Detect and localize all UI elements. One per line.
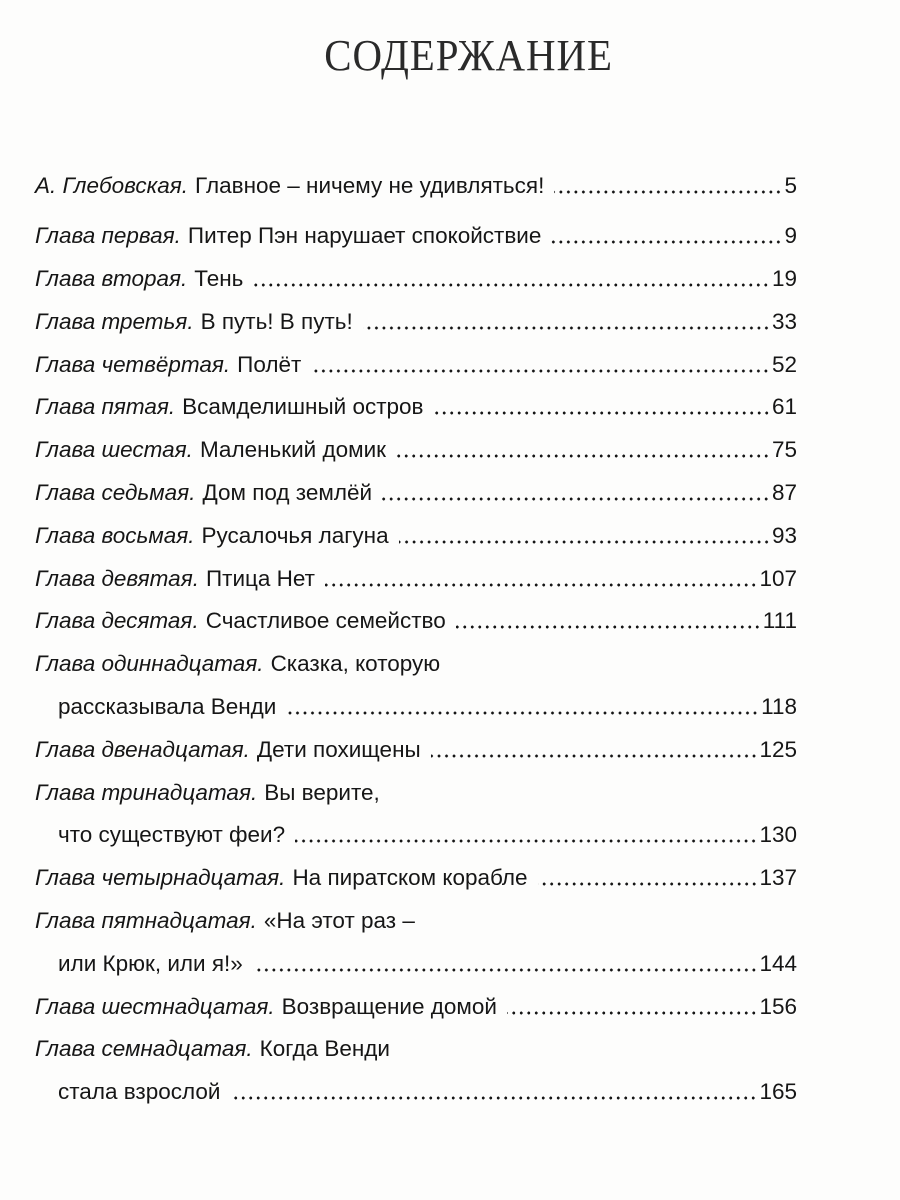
- entry-title: Главное – ничему не удивляться!: [195, 173, 545, 199]
- entry-label: Глава двенадцатая.: [35, 736, 250, 762]
- dot-leader: [538, 867, 758, 889]
- entry-page-number: 118: [761, 693, 797, 719]
- toc-entry[interactable]: [35, 600, 797, 643]
- entry-page-number: 137: [759, 865, 797, 891]
- dot-leader: [507, 996, 758, 1018]
- entry-title: Маленький домик: [199, 437, 386, 463]
- dot-leader: [253, 268, 770, 290]
- entry-page-number: 130: [759, 822, 797, 848]
- entry-title: Когда Венди: [259, 1036, 390, 1062]
- entry-title: Русалочья лагуна: [201, 522, 389, 548]
- entry-title: Птица Нет: [205, 565, 315, 591]
- entry-title: На пиратском корабле: [292, 865, 528, 891]
- toc-entry[interactable]: [35, 1028, 797, 1071]
- toc-entry[interactable]: [35, 343, 797, 386]
- entry-label: Глава вторая.: [35, 265, 188, 291]
- entry-title-continuation: рассказывала Венди: [58, 693, 277, 719]
- dot-leader: [431, 739, 758, 761]
- entry-page-number: 5: [784, 173, 797, 199]
- entry-page-number: 156: [759, 993, 797, 1019]
- dot-leader: [230, 1081, 757, 1103]
- entry-title: Счастливое семейство: [205, 608, 446, 634]
- entry-label: Глава третья.: [35, 308, 194, 334]
- entry-title: Всамделишный остров: [182, 394, 424, 420]
- toc-entry[interactable]: [35, 429, 797, 472]
- dot-leader: [286, 696, 759, 718]
- dot-leader: [382, 482, 770, 504]
- entry-page-number: 125: [759, 736, 797, 762]
- entry-title: В путь! В путь!: [200, 308, 353, 334]
- toc-entry-continuation[interactable]: [35, 686, 797, 729]
- entry-page-number: 61: [771, 394, 797, 420]
- entry-label: Глава тринадцатая.: [35, 779, 258, 805]
- toc-entry[interactable]: [35, 771, 797, 814]
- entry-page-number: 9: [784, 223, 797, 249]
- entry-label: А. Глебовская.: [35, 173, 189, 199]
- dot-leader: [311, 354, 770, 376]
- entry-label: Глава восьмая.: [35, 522, 195, 548]
- entry-title-continuation: стала взрослой: [58, 1079, 221, 1105]
- entry-title: Питер Пэн нарушает спокойствие: [187, 223, 542, 249]
- entry-title: Дом под землёй: [202, 479, 373, 505]
- entry-page-number: 111: [762, 608, 797, 634]
- entry-label: Глава шестая.: [35, 437, 193, 463]
- entry-page-number: 107: [759, 565, 797, 591]
- table-of-contents: [35, 165, 797, 1114]
- dot-leader: [363, 311, 770, 333]
- toc-entry[interactable]: [35, 728, 797, 771]
- toc-entry[interactable]: [35, 557, 797, 600]
- toc-entry[interactable]: [35, 215, 797, 258]
- entry-page-number: 52: [771, 351, 797, 377]
- toc-entry[interactable]: [35, 857, 797, 900]
- toc-entry[interactable]: [35, 643, 797, 686]
- dot-leader: [456, 610, 761, 632]
- dot-leader: [434, 396, 770, 418]
- toc-entry[interactable]: [35, 472, 797, 515]
- entry-title-continuation: что существуют феи?: [58, 822, 286, 848]
- entry-label: Глава первая.: [35, 223, 181, 249]
- entry-title: Дети похищены: [256, 736, 421, 762]
- toc-entry-continuation[interactable]: [35, 814, 797, 857]
- entry-page-number: 33: [771, 308, 797, 334]
- entry-title: Полёт: [237, 351, 302, 377]
- dot-leader: [396, 439, 770, 461]
- entry-title-continuation: или Крюк, или я!»: [58, 950, 243, 976]
- entry-label: Глава седьмая.: [35, 479, 196, 505]
- entry-title: Вы верите,: [264, 779, 380, 805]
- entry-title: Тень: [194, 265, 244, 291]
- toc-entry[interactable]: [35, 900, 797, 943]
- entry-title: Сказка, которую: [270, 651, 441, 677]
- toc-entry-continuation[interactable]: [35, 1071, 797, 1114]
- entry-page-number: 19: [771, 265, 797, 291]
- toc-entry[interactable]: [35, 514, 797, 557]
- dot-leader: [399, 525, 770, 547]
- toc-entry[interactable]: [35, 985, 797, 1028]
- toc-entry[interactable]: [35, 300, 797, 343]
- entry-label: Глава семнадцатая.: [35, 1036, 253, 1062]
- entry-label: Глава пятая.: [35, 394, 176, 420]
- entry-label: Глава десятая.: [35, 608, 199, 634]
- entry-title: «На этот раз –: [263, 907, 415, 933]
- entry-label: Глава девятая.: [35, 565, 199, 591]
- dot-leader: [295, 824, 757, 846]
- dot-leader: [253, 953, 758, 975]
- dot-leader: [325, 568, 757, 590]
- entry-page-number: 87: [771, 479, 797, 505]
- entry-page-number: 144: [759, 950, 797, 976]
- entry-label: Глава одиннадцатая.: [35, 651, 264, 677]
- toc-entry[interactable]: [35, 165, 797, 208]
- toc-entry[interactable]: [35, 258, 797, 301]
- entry-page-number: 93: [771, 522, 797, 548]
- dot-leader: [554, 175, 782, 197]
- entry-page-number: 165: [759, 1079, 797, 1105]
- entry-label: Глава четвёртая.: [35, 351, 231, 377]
- entry-page-number: 75: [771, 437, 797, 463]
- entry-label: Глава четырнадцатая.: [35, 865, 286, 891]
- entry-title: Возвращение домой: [281, 993, 497, 1019]
- page-title: СОДЕРЖАНИЕ: [324, 31, 613, 80]
- entry-label: Глава шестнадцатая.: [35, 993, 275, 1019]
- toc-entry-continuation[interactable]: [35, 942, 797, 985]
- entry-label: Глава пятнадцатая.: [35, 907, 257, 933]
- toc-entry[interactable]: [35, 386, 797, 429]
- dot-leader: [551, 225, 782, 247]
